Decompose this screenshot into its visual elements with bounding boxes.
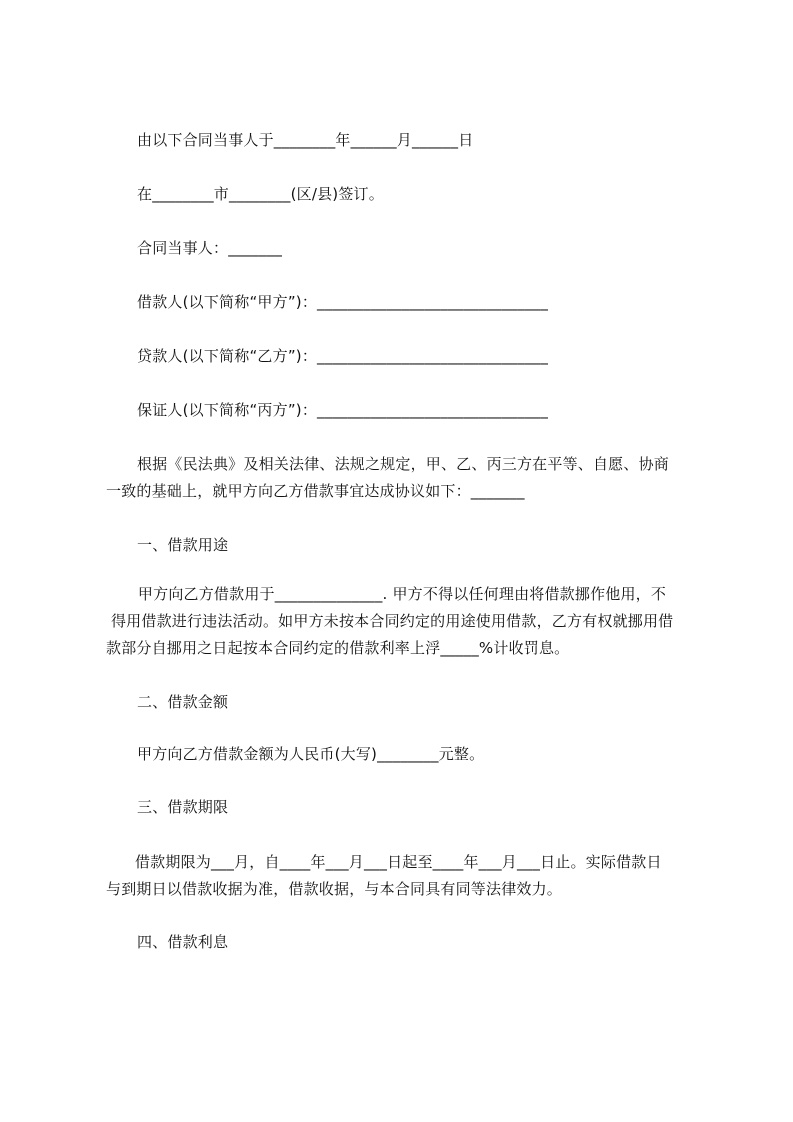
section-title-interest: 四、借款利息	[137, 933, 229, 951]
amount-line: 甲方向乙方借款金额为人民币(大写)________元整。	[137, 745, 485, 763]
purpose-line-3: 款部分自挪用之日起按本合同约定的借款利率上浮_____%计收罚息。	[106, 639, 570, 657]
section-title-term: 三、借款期限	[137, 798, 229, 816]
signing-date-line: 由以下合同当事人于________年______月______日	[137, 131, 474, 149]
contract-parties-line: 合同当事人：_______	[137, 239, 283, 257]
section-title-amount: 二、借款金额	[137, 693, 229, 711]
term-line-2: 与到期日以借款收据为准，借款收据，与本合同具有同等法律效力。	[106, 880, 563, 898]
term-line-1: 借款期限为___月，自____年___月___日起至____年___月___日止。实际借款日	[130, 853, 662, 871]
guarantor-line: 保证人(以下简称“丙方”)：______________________________	[137, 401, 549, 419]
purpose-line-2: 得用借款进行违法活动。如甲方未按本合同约定的用途使用借款，乙方有权就挪用借	[106, 612, 674, 630]
preamble-line-2: 一致的基础上，就甲方向乙方借款事宜达成协议如下：_______	[106, 482, 525, 500]
signing-place-line: 在________市________(区/县)签订。	[137, 185, 384, 203]
purpose-line-1: 甲方向乙方借款用于______________. 甲方不得以任何理由将借款挪作他用，不	[128, 585, 667, 603]
preamble-line-1: 根据《民法典》及相关法律、法规之规定，甲、乙、丙三方在平等、自愿、协商	[132, 455, 669, 473]
section-title-purpose: 一、借款用途	[137, 536, 229, 554]
borrower-line: 借款人(以下简称“甲方”)：______________________________	[137, 293, 549, 311]
lender-line: 贷款人(以下简称“乙方”)：______________________________	[137, 347, 549, 365]
